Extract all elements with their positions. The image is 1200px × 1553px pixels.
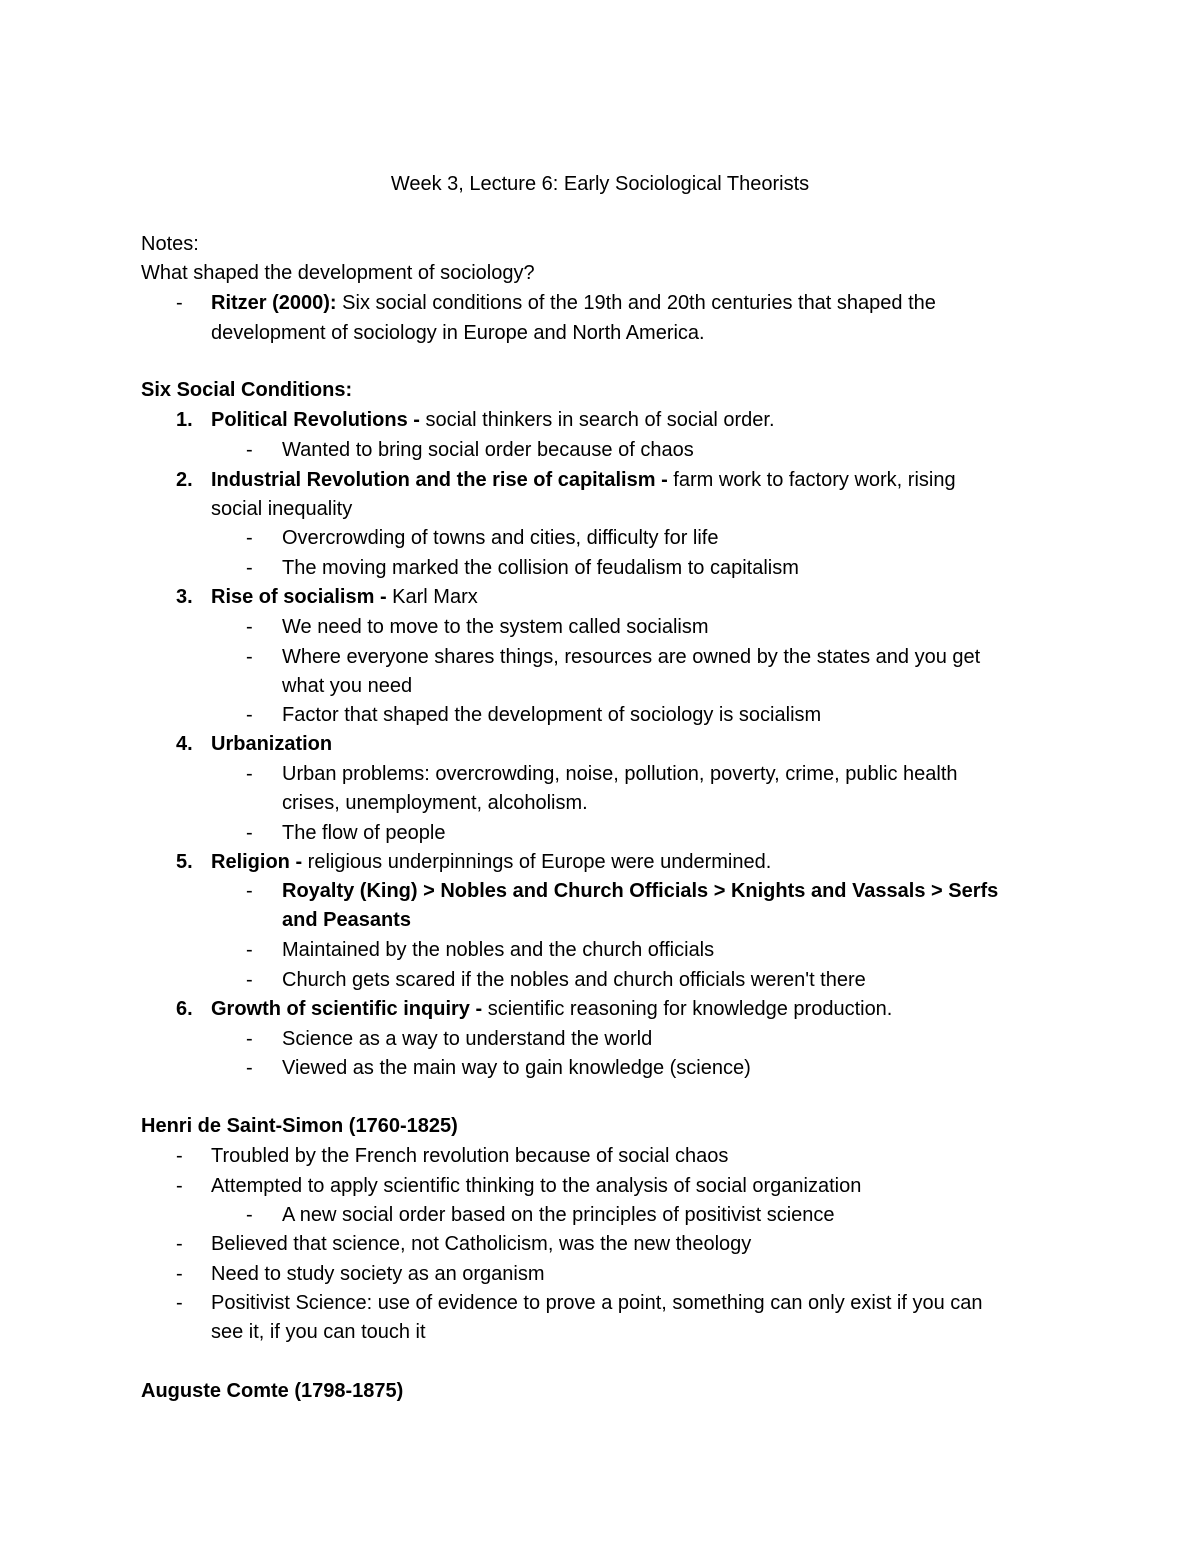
list-item: Troubled by the French revolution because of social chaos bbox=[211, 1145, 729, 1167]
page-title: Week 3, Lecture 6: Early Sociological Theorists bbox=[390, 173, 810, 195]
bullet-dash: - bbox=[246, 1057, 253, 1079]
bullet-dash: - bbox=[176, 1292, 183, 1314]
question-text: What shaped the development of sociology? bbox=[141, 262, 535, 284]
condition-1-bold: Political Revolutions - bbox=[211, 409, 426, 431]
list-number: 4. bbox=[176, 733, 193, 755]
list-item: The flow of people bbox=[282, 822, 446, 844]
condition-1 bbox=[211, 408, 775, 432]
notes-label: Notes: bbox=[141, 233, 199, 255]
condition-3-text: Karl Marx bbox=[392, 586, 478, 608]
bullet-dash: - bbox=[246, 527, 253, 549]
bullet-dash: - bbox=[246, 646, 253, 668]
bullet-dash: - bbox=[246, 704, 253, 726]
list-number: 3. bbox=[176, 586, 193, 608]
saint-simon-heading: Henri de Saint-Simon (1760-1825) bbox=[141, 1115, 458, 1137]
condition-4: Urbanization bbox=[211, 733, 333, 755]
list-item: We need to move to the system called socialism bbox=[282, 616, 709, 638]
list-number: 1. bbox=[176, 409, 193, 431]
ritzer-line-2: development of sociology in Europe and North America. bbox=[211, 322, 705, 344]
condition-5-text: religious underpinnings of Europe were undermined. bbox=[307, 851, 772, 873]
condition-3 bbox=[211, 585, 478, 609]
condition-2-text: farm work to factory work, rising bbox=[673, 469, 956, 491]
bullet-dash: - bbox=[246, 939, 253, 961]
six-conditions-heading: Six Social Conditions: bbox=[141, 379, 353, 401]
bullet-dash: - bbox=[246, 763, 253, 785]
condition-1-text: social thinkers in search of social order. bbox=[425, 409, 775, 431]
hierarchy-text: Royalty (King) > Nobles and Church Officials > Knights and Vassals > Serfs bbox=[282, 880, 999, 902]
list-item: Maintained by the nobles and the church officials bbox=[282, 939, 715, 961]
bullet-dash: - bbox=[246, 822, 253, 844]
bullet-dash: - bbox=[246, 969, 253, 991]
bullet-dash: - bbox=[176, 1175, 183, 1197]
list-item: Science as a way to understand the world bbox=[282, 1028, 653, 1050]
condition-5 bbox=[211, 850, 771, 874]
list-item: Attempted to apply scientific thinking to the analysis of social organization bbox=[211, 1175, 862, 1197]
condition-6-bold: Growth of scientific inquiry - bbox=[211, 998, 488, 1020]
bullet-dash: - bbox=[246, 1028, 253, 1050]
list-item: The moving marked the collision of feudalism to capitalism bbox=[282, 557, 799, 579]
list-item: A new social order based on the principles of positivist science bbox=[282, 1204, 835, 1226]
condition-6 bbox=[211, 997, 892, 1021]
ritzer-bold: Ritzer (2000): bbox=[211, 292, 337, 314]
bullet-dash: - bbox=[176, 1233, 183, 1255]
list-item: Wanted to bring social order because of chaos bbox=[282, 439, 694, 461]
condition-3-bold: Rise of socialism - bbox=[211, 586, 393, 608]
list-number: 2. bbox=[176, 469, 193, 491]
bullet-dash: - bbox=[176, 1145, 183, 1167]
bullet-dash: - bbox=[246, 1204, 253, 1226]
list-number: 6. bbox=[176, 998, 193, 1020]
list-item-cont: crises, unemployment, alcoholism. bbox=[282, 792, 588, 814]
condition-2-cont: social inequality bbox=[211, 498, 353, 520]
list-item: Believed that science, not Catholicism, was the new theology bbox=[211, 1233, 752, 1255]
list-item: Need to study society as an organism bbox=[211, 1263, 545, 1285]
list-item: Positivist Science: use of evidence to prove a point, something can only exist if you can bbox=[211, 1292, 983, 1314]
bullet-dash: - bbox=[246, 557, 253, 579]
list-item: Church gets scared if the nobles and church officials weren't there bbox=[282, 969, 866, 991]
list-item: Where everyone shares things, resources are owned by the states and you get bbox=[282, 646, 981, 668]
bullet-dash: - bbox=[246, 616, 253, 638]
ritzer-text: Six social conditions of the 19th and 20th centuries that shaped the bbox=[336, 292, 936, 314]
comte-heading: Auguste Comte (1798-1875) bbox=[141, 1380, 404, 1402]
list-item: Factor that shaped the development of sociology is socialism bbox=[282, 704, 822, 726]
bullet-dash: - bbox=[176, 1263, 183, 1285]
list-number: 5. bbox=[176, 851, 193, 873]
list-item-cont: what you need bbox=[282, 675, 413, 697]
condition-2-bold: Industrial Revolution and the rise of capitalism - bbox=[211, 469, 674, 491]
bullet-dash: - bbox=[246, 439, 253, 461]
bullet-dash: - bbox=[246, 880, 253, 902]
condition-5-bold: Religion - bbox=[211, 851, 308, 873]
list-item-cont: see it, if you can touch it bbox=[211, 1321, 426, 1343]
ritzer-line-1 bbox=[211, 291, 936, 315]
condition-2 bbox=[211, 468, 956, 492]
bullet-dash: - bbox=[176, 292, 183, 314]
list-item: Viewed as the main way to gain knowledge (science) bbox=[282, 1057, 751, 1079]
hierarchy-text-cont: and Peasants bbox=[282, 909, 411, 931]
list-item: Overcrowding of towns and cities, difficulty for life bbox=[282, 527, 719, 549]
condition-6-text: scientific reasoning for knowledge production. bbox=[487, 998, 893, 1020]
list-item: Urban problems: overcrowding, noise, pollution, poverty, crime, public health bbox=[282, 763, 958, 785]
